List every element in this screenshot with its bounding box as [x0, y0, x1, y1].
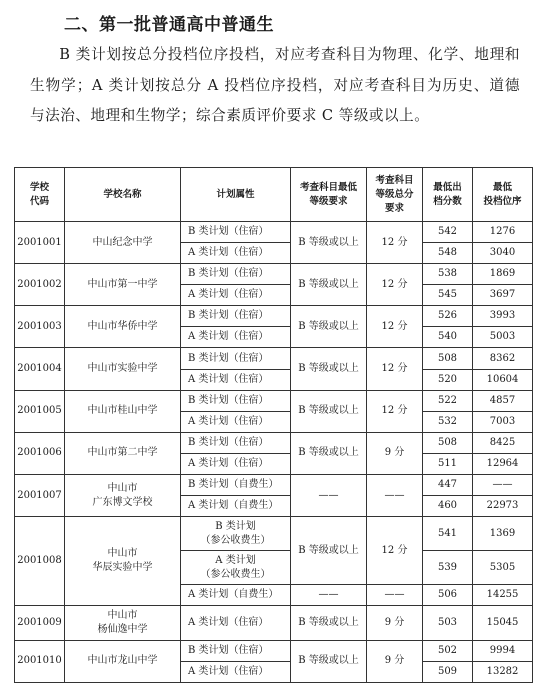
plan-type: A 类计划（住宿） — [181, 661, 291, 682]
plan-type: B 类计划（住宿） — [181, 640, 291, 661]
school-name: 中山市实验中学 — [65, 348, 181, 390]
plan-type: B 类计划（住宿） — [181, 222, 291, 243]
school-name: 中山市第二中学 — [65, 432, 181, 474]
plan-type: A 类计划（住宿） — [181, 453, 291, 474]
table-row — [15, 348, 533, 369]
plan-type: A 类计划 （参公收费生） — [181, 551, 291, 585]
school-code: 2001001 — [15, 222, 65, 264]
plan-type: B 类计划（住宿） — [181, 390, 291, 411]
plan-type: A 类计划（住宿） — [181, 369, 291, 390]
min-rank: 5305 — [473, 551, 533, 585]
min-score: 506 — [423, 585, 473, 606]
plan-type: A 类计划（自费生） — [181, 585, 291, 606]
grade-requirement: B 等级或以上 — [291, 306, 367, 348]
min-rank: 5003 — [473, 327, 533, 348]
min-rank: 8362 — [473, 348, 533, 369]
min-rank: 1869 — [473, 264, 533, 285]
min-rank: 12964 — [473, 453, 533, 474]
table-row — [15, 222, 533, 243]
min-score: 541 — [423, 517, 473, 551]
min-score: 542 — [423, 222, 473, 243]
min-score: 532 — [423, 411, 473, 432]
plan-type: B 类计划（住宿） — [181, 306, 291, 327]
total-requirement: —— — [367, 585, 423, 606]
table-row — [15, 474, 533, 495]
min-score: 503 — [423, 606, 473, 640]
school-code: 2001005 — [15, 390, 65, 432]
total-requirement: 9 分 — [367, 606, 423, 640]
header-school-name: 学校名称 — [65, 168, 181, 222]
school-code: 2001002 — [15, 264, 65, 306]
min-score: 540 — [423, 327, 473, 348]
plan-type: B 类计划（住宿） — [181, 264, 291, 285]
min-rank: 13282 — [473, 661, 533, 682]
min-rank: 4857 — [473, 390, 533, 411]
school-code: 2001007 — [15, 474, 65, 516]
min-rank: 3040 — [473, 243, 533, 264]
plan-type: A 类计划（住宿） — [181, 606, 291, 640]
min-score: 520 — [423, 369, 473, 390]
min-score: 502 — [423, 640, 473, 661]
min-score: 548 — [423, 243, 473, 264]
grade-requirement: B 等级或以上 — [291, 390, 367, 432]
plan-type: A 类计划（住宿） — [181, 327, 291, 348]
min-rank: 1369 — [473, 517, 533, 551]
min-score: 508 — [423, 432, 473, 453]
school-name: 中山市龙山中学 — [65, 640, 181, 682]
plan-type: A 类计划（住宿） — [181, 411, 291, 432]
school-code: 2001010 — [15, 640, 65, 682]
grade-requirement: B 等级或以上 — [291, 348, 367, 390]
school-code: 2001004 — [15, 348, 65, 390]
min-rank: 15045 — [473, 606, 533, 640]
min-rank: 9994 — [473, 640, 533, 661]
min-rank: 14255 — [473, 585, 533, 606]
table-row — [15, 517, 533, 551]
min-score: 526 — [423, 306, 473, 327]
section-heading: 二、第一批普通高中普通生 — [64, 15, 274, 35]
grade-requirement: B 等级或以上 — [291, 222, 367, 264]
total-requirement: 12 分 — [367, 222, 423, 264]
total-requirement: 12 分 — [367, 348, 423, 390]
total-requirement: 12 分 — [367, 264, 423, 306]
min-score: 539 — [423, 551, 473, 585]
table-row — [15, 606, 533, 640]
plan-type: B 类计划 （参公收费生） — [181, 517, 291, 551]
total-requirement: 9 分 — [367, 640, 423, 682]
school-name: 中山纪念中学 — [65, 222, 181, 264]
table-header-row — [15, 168, 533, 222]
school-name: 中山市 广东博文学校 — [65, 474, 181, 516]
min-score: 509 — [423, 661, 473, 682]
total-requirement: 12 分 — [367, 517, 423, 585]
total-requirement: 12 分 — [367, 306, 423, 348]
school-name: 中山市第一中学 — [65, 264, 181, 306]
min-score: 508 — [423, 348, 473, 369]
min-rank: 7003 — [473, 411, 533, 432]
school-name: 中山市 华辰实验中学 — [65, 517, 181, 606]
table-row — [15, 264, 533, 285]
min-rank: 8425 — [473, 432, 533, 453]
header-plan-type: 计划属性 — [181, 168, 291, 222]
min-rank: 10604 — [473, 369, 533, 390]
admission-table — [14, 167, 533, 683]
min-rank: —— — [473, 474, 533, 495]
school-code: 2001008 — [15, 517, 65, 606]
min-rank: 3993 — [473, 306, 533, 327]
grade-requirement: B 等级或以上 — [291, 640, 367, 682]
grade-requirement: B 等级或以上 — [291, 517, 367, 585]
grade-requirement: —— — [291, 474, 367, 516]
school-name: 中山市华侨中学 — [65, 306, 181, 348]
table-row — [15, 640, 533, 661]
min-rank: 3697 — [473, 285, 533, 306]
plan-type: A 类计划（住宿） — [181, 243, 291, 264]
school-code: 2001006 — [15, 432, 65, 474]
plan-type: A 类计划（住宿） — [181, 285, 291, 306]
total-requirement: 9 分 — [367, 432, 423, 474]
plan-type: B 类计划（自费生） — [181, 474, 291, 495]
school-name: 中山市 杨仙逸中学 — [65, 606, 181, 640]
school-code: 2001003 — [15, 306, 65, 348]
table-row — [15, 306, 533, 327]
table-row — [15, 432, 533, 453]
min-score: 522 — [423, 390, 473, 411]
min-score: 538 — [423, 264, 473, 285]
header-min-rank: 最低 投档位序 — [473, 168, 533, 222]
table-row — [15, 390, 533, 411]
school-code: 2001009 — [15, 606, 65, 640]
header-subject-total-requirement: 考查科目 等级总分 要求 — [367, 168, 423, 222]
header-subject-grade-requirement: 考查科目最低 等级要求 — [291, 168, 367, 222]
min-score: 447 — [423, 474, 473, 495]
min-rank: 1276 — [473, 222, 533, 243]
min-score: 511 — [423, 453, 473, 474]
grade-requirement: B 等级或以上 — [291, 264, 367, 306]
min-score: 460 — [423, 496, 473, 517]
total-requirement: —— — [367, 474, 423, 516]
min-rank: 22973 — [473, 496, 533, 517]
school-name: 中山市桂山中学 — [65, 390, 181, 432]
grade-requirement: B 等级或以上 — [291, 432, 367, 474]
plan-type: A 类计划（自费生） — [181, 496, 291, 517]
min-score: 545 — [423, 285, 473, 306]
plan-type: B 类计划（住宿） — [181, 348, 291, 369]
header-school-code: 学校 代码 — [15, 168, 65, 222]
header-min-score: 最低出 档分数 — [423, 168, 473, 222]
grade-requirement: —— — [291, 585, 367, 606]
grade-requirement: B 等级或以上 — [291, 606, 367, 640]
plan-type: B 类计划（住宿） — [181, 432, 291, 453]
total-requirement: 12 分 — [367, 390, 423, 432]
section-paragraph: B 类计划按总分投档位序投档，对应考查科目为物理、化学、地理和生物学；A 类计划按总分 A 投档位序投档，对应考查科目为历史、道德与法治、地理和生物学；综合素质评价要求 C 等级或以上。 — [30, 46, 520, 124]
